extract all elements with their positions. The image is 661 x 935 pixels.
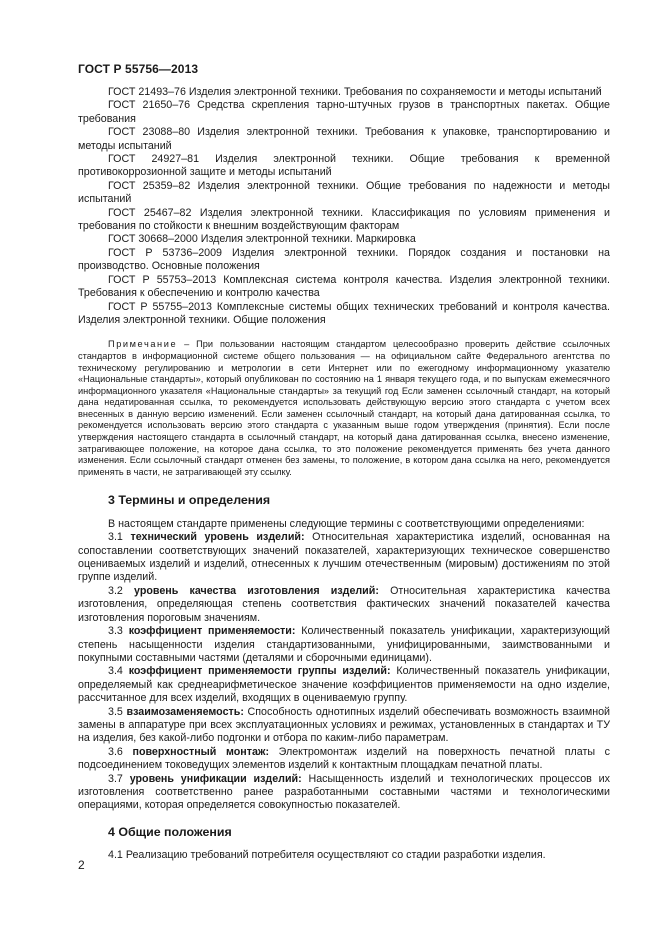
term-text: Насыщенность изделий и технологических процессов их изготовления соответственно ранее разработанными составными частями и технологическими операциями, которая определяется совокупностью показателей. [78, 772, 610, 812]
section-3-title: 3 Термины и определения [108, 493, 271, 508]
term-text: Количественный показатель унификации, характеризующий степень насыщенности изделия стандартизованными, унифицированными, заимствованными и покупными составными частями (деталями и сборочными единицами). [78, 625, 611, 664]
term-name: коэффициент применяемости: [128, 625, 296, 638]
normative-references-list [78, 86, 610, 327]
term-number: 3.1 [108, 531, 131, 544]
term-number: 3.5 [108, 705, 127, 718]
reference-item: ГОСТ 24927–81 Изделия электронной техники. Общие требования к временной противокоррозионной защите и методы испытаний [78, 153, 610, 179]
page-number: 2 [78, 858, 85, 872]
note-label: Примечание [108, 339, 178, 350]
term-definition [78, 746, 610, 773]
term-name: коэффициент применяемости группы изделий: [128, 665, 391, 678]
reference-item: ГОСТ 21493–76 Изделия электронной техники. Требования по сохраняемости и методы испытаний [108, 86, 602, 98]
term-number: 3.4 [108, 665, 129, 678]
term-number: 3.7 [108, 772, 130, 785]
term-name: поверхностный монтаж: [132, 745, 270, 758]
term-name: уровень качества изготовления изделий: [134, 584, 379, 597]
section-3-intro: В настоящем стандарте применены следующие термины с соответствующими определениями: [108, 517, 585, 530]
term-name: взаимозаменяемость: [126, 705, 244, 718]
term-text: Относительная характеристика качества изготовления, определяющая степень соответствия фактических значений показателей качества изготовления пороговым значениям. [78, 584, 611, 624]
term-number: 3.3 [108, 625, 129, 638]
reference-item: ГОСТ Р 55753–2013 Комплексная система контроля качества. Изделия электронной техники. Требования к обеспечению и контролю качества [78, 273, 610, 300]
term-definition [78, 585, 610, 625]
term-name: технический уровень изделий: [130, 531, 305, 544]
term-definition [78, 665, 610, 705]
term-definition [78, 773, 610, 813]
reference-item: ГОСТ 30668–2000 Изделия электронной техники. Маркировка [108, 233, 416, 246]
document-header: ГОСТ Р 55756—2013 [78, 62, 199, 76]
reference-item: ГОСТ 23088–80 Изделия электронной техники. Требования к упаковке, транспортированию и методы испытаний [78, 126, 610, 152]
term-number: 3.2 [108, 584, 135, 597]
reference-item: ГОСТ 25359–82 Изделия электронной техники. Общие требования по надежности и методы испытаний [78, 179, 610, 206]
term-text: Электромонтаж изделий на поверхность печатной платы с подсоединением токоведущих элементов изделий к контактным площадкам печатной платы. [78, 745, 611, 772]
reference-item: ГОСТ 25467–82 Изделия электронной техники. Классификация по условиям применения и требования по стойкости к внешним воздействующим факторам [78, 206, 610, 233]
section-4-title: 4 Общие положения [108, 824, 232, 839]
reference-item: ГОСТ Р 55755–2013 Комплексные системы общих технических требований и контроля качества. Изделия электронной техники. Общие положения [78, 300, 610, 326]
references-note [78, 339, 610, 478]
term-text: Способность однотипных изделий обеспечивать возможность взаимной замены в аппаратуре при всех эксплуатационных условиях и режимах, установленных в стандартах и ТУ на изделия, без какой-либо подгонки и отбора по каким-либо параметрам. [78, 705, 611, 745]
term-name: уровень унификации изделий: [129, 772, 302, 785]
document-body [78, 86, 610, 863]
term-text: Относительная характеристика изделий, основанная на сопоставлении соответствующих значений показателей, характеризующих техническое совершенство оцениваемых изделий и изделий, отнесенных к лучшим отечественным (мировым) достижениям по этой группе изделий. [78, 531, 611, 584]
reference-item: ГОСТ Р 53736–2009 Изделия электронной техники. Порядок создания и постановки на производство. Основные положения [78, 246, 610, 273]
term-definition [78, 625, 610, 665]
reference-item: ГОСТ 21650–76 Средства скрепления тарно-штучных грузов в транспортных пакетах. Общие требования [78, 99, 610, 125]
term-text: Количественный показатель унификации, определяемый как среднеарифметическое значение коэффициентов применяемости на одно изделие, рассчитанное для всех изделий, входящих в оцениваемую группу. [78, 665, 610, 705]
note-text: – При пользовании настоящим стандартом целесообразно проверить действие ссылочных стандартов в информационной системе общего пользования — на официальном сайте Федерального агентства по техническому регулированию и метрологии в сети Интернет или по ежегодному информационному указателю «Национальные стандарты», который опубликован по состоянию на 1 января текущего года, и по выпускам ежемесячного информационного указателя «Национальные стандарты» за текущий год Если заменен ссылочный стандарт, на который дана недатированная ссылка, то рекомендуется использовать действующую версию этого стандарта с учетом всех внесенных в данную версию изменений. Если заменен ссылочный стандарт, на который дана датированная ссылка, то рекомендуется использовать версию этого стандарта с указанным выше годом утверждения (принятия). Если после утверждения настоящего стандарта в ссылочный стандарт, на который дана датированная ссылка, внесено изменение, затрагивающее положение, на которое дана ссылка, то это положение рекомендуется применять без учета данного изменения. Если ссылочный стандарт отменен без замены, то положение, в котором дана ссылка на него, рекомендуется применять в части, не затрагивающей эту ссылку. [78, 339, 610, 477]
section-4-paragraph: 4.1 Реализацию требований потребителя осуществляют со стадии разработки изделия. [108, 849, 546, 862]
term-definition [78, 706, 610, 746]
term-definition [78, 531, 610, 585]
term-number: 3.6 [108, 745, 133, 758]
